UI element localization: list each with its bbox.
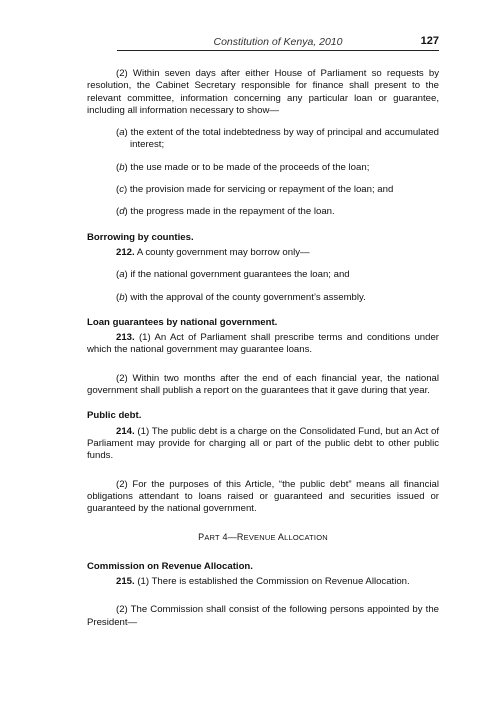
list-item-a: (a) if the national government guarantees the loan; and: [116, 269, 350, 281]
part-heading: [87, 531, 439, 544]
section-213-para-1: [87, 332, 439, 357]
part-letter: P: [198, 532, 205, 543]
part-letter: A: [277, 532, 285, 543]
part-letter: R: [236, 532, 244, 543]
list-item-d: (d) the progress made in the repayment of the loan.: [116, 206, 335, 218]
item-mark: b: [119, 291, 125, 303]
item-text: the use made or to be made of the proceeds of the loan;: [130, 161, 370, 173]
item-mark: b: [119, 161, 125, 173]
part-number: 4—: [219, 532, 237, 543]
item-mark: d: [119, 206, 125, 218]
part-letters: EVENUE: [243, 533, 276, 543]
section-heading: Loan guarantees by national government.: [87, 316, 278, 328]
section-213-para-2: (2) Within two months after the end of each financial year, the national government shall publish a report on the guarantees that it gave during that year.: [87, 372, 439, 397]
section-215-para-1: [87, 576, 439, 588]
list-item-b: (b) with the approval of the county government’s assembly.: [116, 291, 366, 303]
section-text: (1) There is established the Commission on Revenue Allocation.: [137, 576, 410, 588]
paragraph-212-2-intro: (2) Within seven days after either House of Parliament so requests by resolution, the Cabinet Secretary responsible for finance shall present to the relevant committee, information concerning any particular loan or guarantee, including all information necessary to show—: [87, 68, 439, 116]
section-215-para-2: (2) The Commission shall consist of the following persons appointed by the President—: [87, 604, 439, 628]
page-number: 127: [420, 35, 439, 47]
section-text: (1) The public debt is a charge on the Consolidated Fund, but an Act of Parliament may provide for charging all or part of the public debt to other public funds.: [87, 425, 439, 462]
item-mark: c: [119, 184, 124, 196]
item-text: the extent of the total indebtedness by way of principal and accumulated interest;: [130, 127, 439, 151]
document-body: [87, 68, 439, 629]
part-letters: ART: [204, 533, 220, 543]
section-text: (1) An Act of Parliament shall prescribe terms and conditions under which the national government may guarantee loans.: [87, 332, 439, 356]
section-number: 214.: [116, 425, 135, 437]
item-text: the progress made in the repayment of the loan.: [130, 206, 335, 218]
section-heading: Public debt.: [87, 410, 142, 422]
section-heading: Commission on Revenue Allocation.: [87, 560, 253, 572]
list-item-b: (b) the use made or to be made of the proceeds of the loan;: [116, 161, 370, 173]
item-mark: a: [119, 127, 125, 139]
item-text: with the approval of the county government’s assembly.: [130, 291, 366, 303]
section-number: 213.: [116, 332, 135, 344]
page-header: [117, 34, 439, 51]
section-number: 212.: [116, 246, 135, 258]
header-title: Constitution of Kenya, 2010: [213, 36, 343, 48]
item-text: if the national government guarantees the loan; and: [130, 269, 350, 281]
section-214-para-1: [87, 426, 439, 463]
item-text: the provision made for servicing or repayment of the loan; and: [129, 184, 394, 196]
section-214-para-2: (2) For the purposes of this Article, “the public debt” means all financial obligations attendant to loans raised or guaranteed and securities issued or guaranteed by the national government.: [87, 478, 439, 515]
section-212-text: [87, 247, 439, 259]
section-text: A county government may borrow only—: [136, 246, 310, 258]
item-mark: a: [119, 269, 125, 281]
list-item-c: (c) the provision made for servicing or repayment of the loan; and: [116, 184, 394, 196]
section-heading: Borrowing by counties.: [87, 231, 194, 243]
section-number: 215.: [116, 576, 135, 588]
list-item-a: (a) the extent of the total indebtedness by way of principal and accumulated interest;: [116, 127, 439, 151]
part-letters: LLOCATION: [284, 533, 328, 543]
